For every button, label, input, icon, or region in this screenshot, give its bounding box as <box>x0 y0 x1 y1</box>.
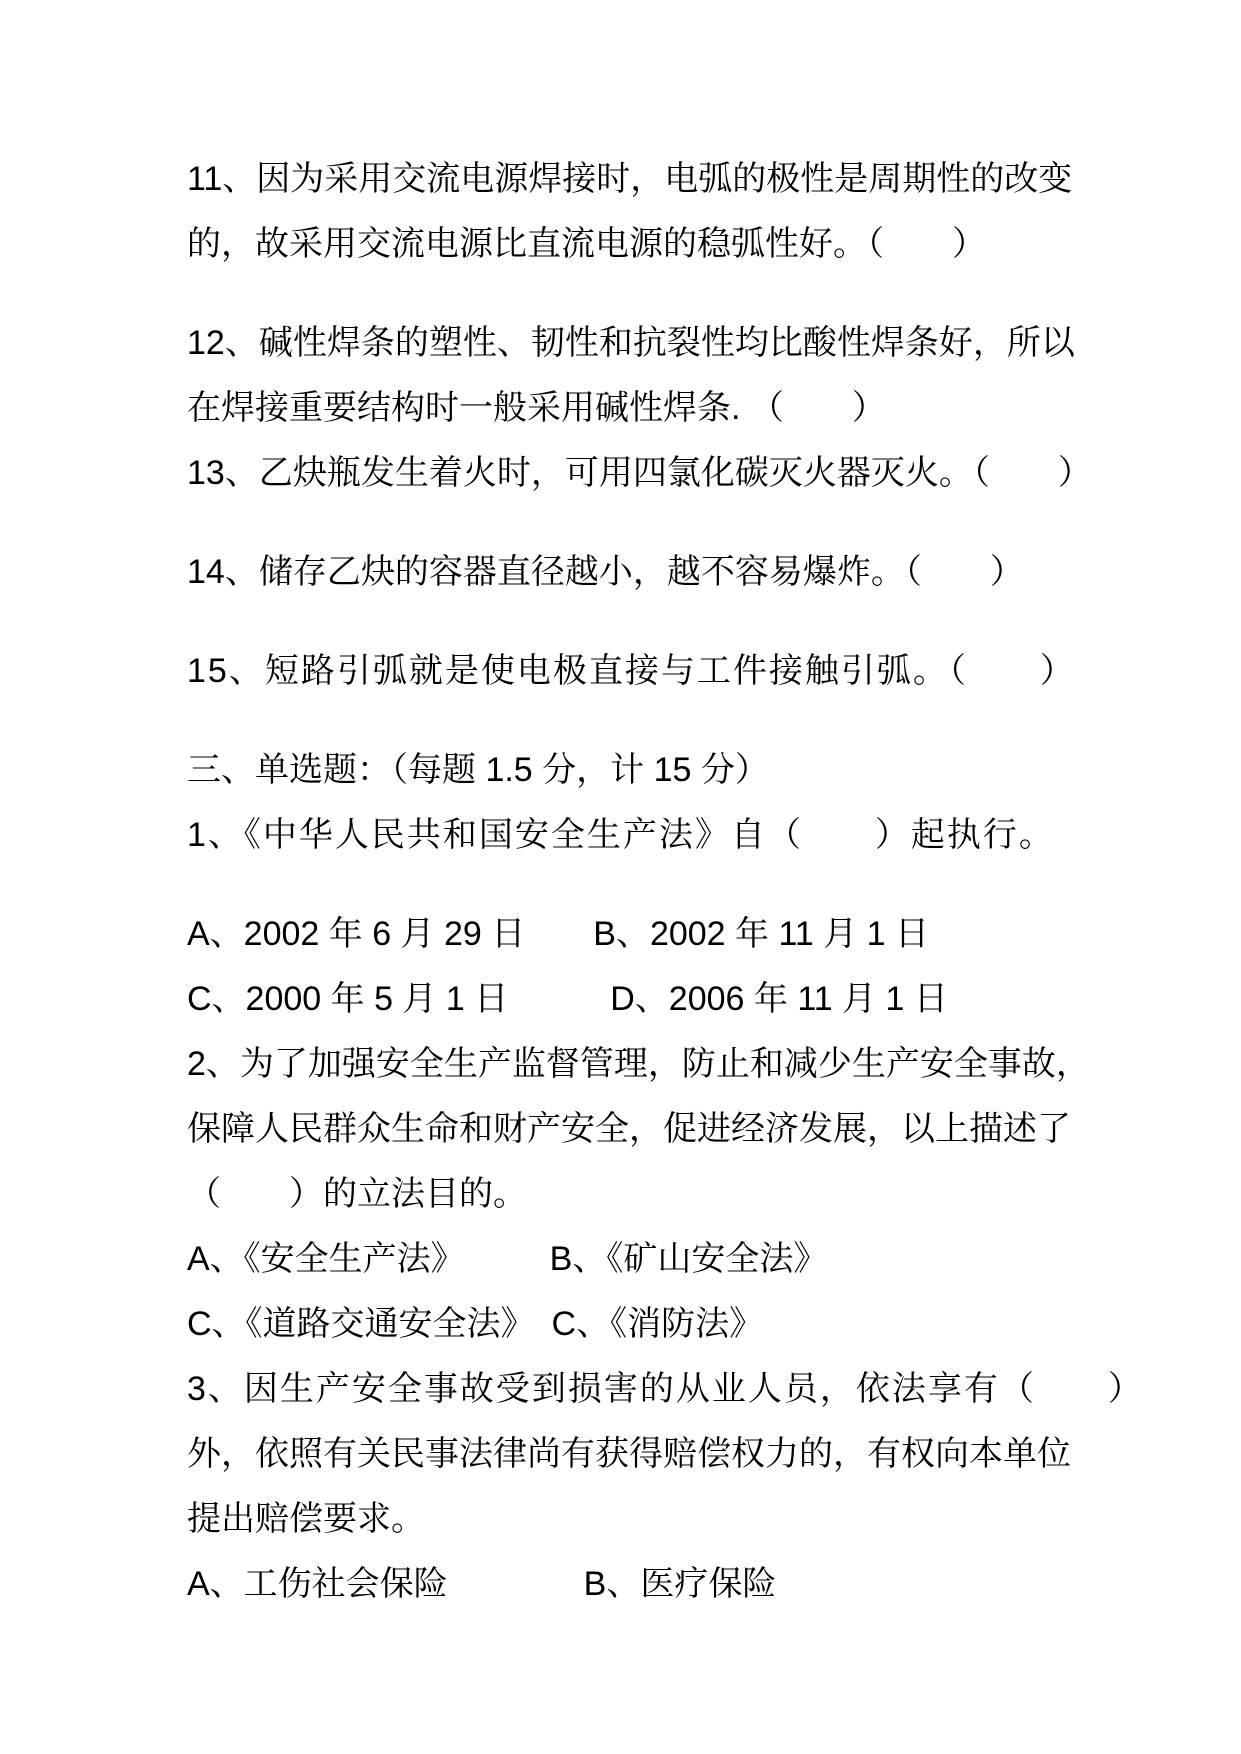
sc-q2-options-ab: A、《安全生产法》 B、《矿山安全法》 <box>187 1240 828 1278</box>
tf-q11-line-2: 的，故采用交流电源比直流电源的稳弧性好。（ ） <box>187 225 986 263</box>
sc-q2-line-3: （ ）的立法目的。 <box>187 1175 527 1213</box>
sc-q1-options-cd: C、2000 年 5 月 1 日 D、2006 年 11 月 1 日 <box>187 980 948 1018</box>
tf-q12-line-1: 12、碱性焊条的塑性、韧性和抗裂性均比酸性焊条好，所以 <box>187 324 1075 362</box>
sc-q1-line: 1、《中华人民共和国安全生产法》自（ ）起执行。 <box>187 816 1055 854</box>
sc-q3-line-2: 外，依照有关民事法律尚有获得赔偿权力的，有权向本单位 <box>187 1435 1071 1473</box>
sc-q2-line-1: 2、为了加强安全生产监督管理，防止和减少生产安全事故， <box>187 1045 1090 1083</box>
tf-q11-line-1: 11、因为采用交流电源焊接时，电弧的极性是周期性的改变 <box>187 160 1073 198</box>
tf-q15-line: 15、短路引弧就是使电极直接与工件接触引弧。（ ） <box>187 652 1076 690</box>
sc-q3-options-ab: A、工伤社会保险 B、医疗保险 <box>187 1565 777 1603</box>
sc-q2-line-2: 保障人民群众生命和财产安全，促进经济发展，以上描述了 <box>187 1110 1071 1148</box>
tf-q13-line: 13、乙炔瓶发生着火时，可用四氯化碳灭火器灭火。（ ） <box>187 454 1092 492</box>
sc-q3-line-3: 提出赔偿要求。 <box>187 1500 425 1538</box>
tf-q12-line-2: 在焊接重要结构时一般采用碱性焊条. （ ） <box>187 389 886 427</box>
tf-q14-line: 14、储存乙炔的容器直径越小，越不容易爆炸。（ ） <box>187 553 1024 591</box>
sc-q3-line-1: 3、因生产安全事故受到损害的从业人员，依法享有（ ） <box>187 1370 1144 1408</box>
sc-q2-options-cc: C、《道路交通安全法》 C、《消防法》 <box>187 1305 764 1343</box>
section-3-heading: 三、单选题：（每题 1.5 分，计 15 分） <box>187 751 769 789</box>
sc-q1-options-ab: A、2002 年 6 月 29 日 B、2002 年 11 月 1 日 <box>187 915 930 953</box>
